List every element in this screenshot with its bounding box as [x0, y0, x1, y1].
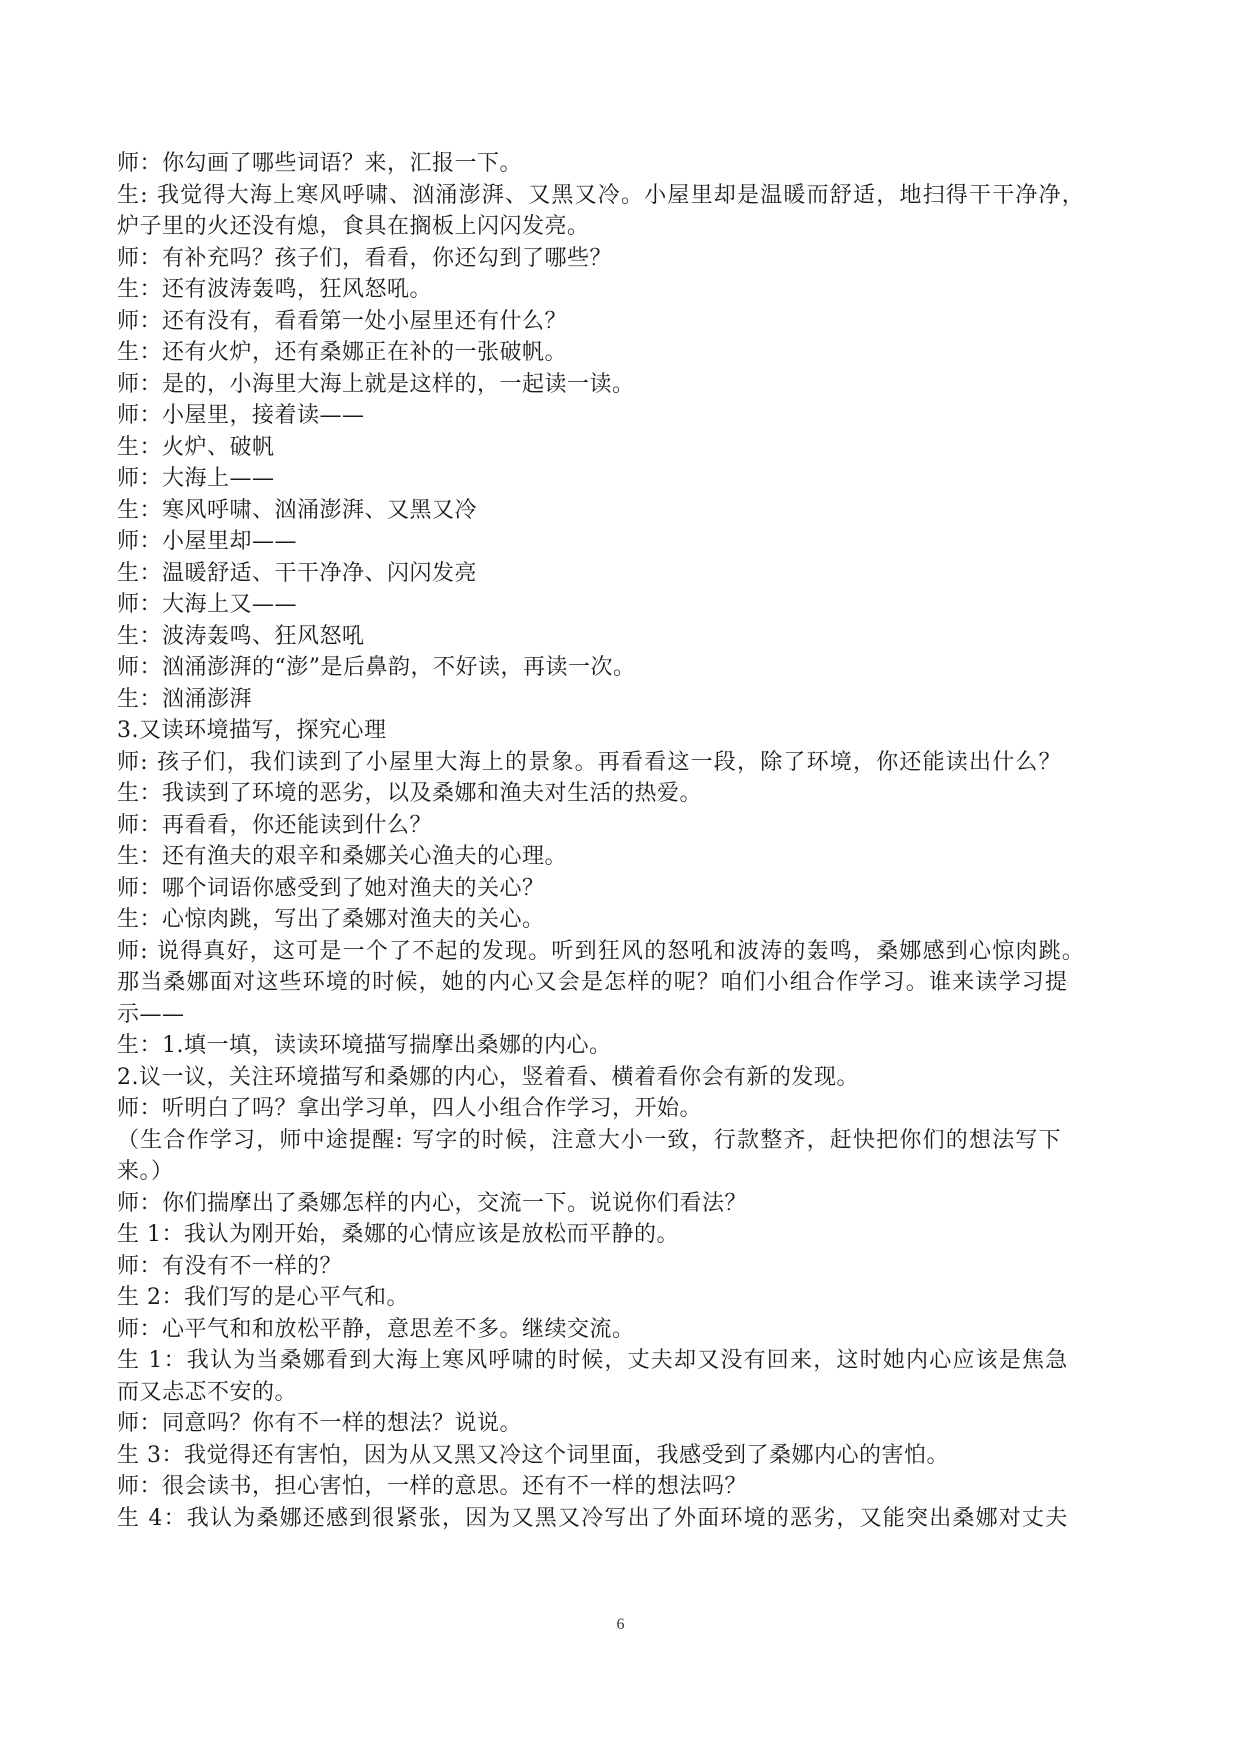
text-line: 师：你们揣摩出了桑娜怎样的内心，交流一下。说说你们看法？	[117, 1190, 748, 1216]
text-line: 生：寒风呼啸、汹涌澎湃、又黑又冷	[117, 497, 478, 523]
text-line: 师：哪个词语你感受到了她对渔夫的关心？	[117, 875, 545, 901]
text-line: 生：还有火炉，还有桑娜正在补的一张破帆。	[117, 340, 568, 365]
text-line: 生：温暖舒适、干干净净、闪闪发亮	[117, 560, 478, 586]
text-line: 2.议一议，关注环境描写和桑娜的内心，竖着看、横着看你会有新的发现。	[117, 1064, 859, 1090]
text-line: 示——	[117, 1001, 185, 1027]
text-line: 师：同意吗？你有不一样的想法？说说。	[117, 1411, 523, 1436]
text-line: 来。）	[117, 1159, 174, 1184]
text-line: 师：有补充吗？孩子们，看看，你还勾到了哪些？	[117, 245, 613, 271]
text-line: 生 4：我认为桑娜还感到很紧张，因为又黑又冷写出了外面环境的恶劣，又能突出桑娜对丈夫	[117, 1505, 1069, 1531]
text-line: 生：汹涌澎湃	[117, 686, 253, 712]
text-line: 而又忐忑不安的。	[117, 1379, 298, 1405]
text-line: 师：小屋里，接着读——	[117, 403, 365, 428]
text-line: 生：我读到了环境的恶劣，以及桑娜和渔夫对生活的热爱。	[117, 781, 703, 806]
text-line: 生: 我觉得大海上寒风呼啸、汹涌澎湃、又黑又冷。小屋里却是温暖而舒适，地扫得干干净净，	[117, 182, 1086, 208]
text-line: 师：你勾画了哪些词语？来，汇报一下。	[117, 151, 523, 176]
text-line: 师：再看看，你还能读到什么？	[117, 812, 433, 838]
text-line: 生：心惊肉跳，写出了桑娜对渔夫的关心。	[117, 907, 545, 932]
text-line: 师：有没有不一样的？	[117, 1253, 343, 1279]
text-line: 生 1：我认为当桑娜看到大海上寒风呼啸的时候，丈夫却又没有回来，这时她内心应该是焦急	[117, 1348, 1069, 1373]
text-line: 师：听明白了吗？拿出学习单，四人小组合作学习，开始。	[117, 1096, 703, 1121]
text-line: 师：大海上——	[117, 466, 275, 491]
page-body	[117, 148, 1127, 1534]
text-line: 师：是的，小海里大海上就是这样的，一起读一读。	[117, 371, 635, 397]
section-heading: 3.又读环境描写，探究心理	[117, 718, 387, 743]
text-line: 生 3：我觉得还有害怕，因为从又黑又冷这个词里面，我感受到了桑娜内心的害怕。	[117, 1442, 949, 1468]
text-line: 师: 说得真好，这可是一个了不起的发现。听到狂风的怒吼和波涛的轰鸣，桑娜感到心惊肉跳。	[117, 938, 1086, 964]
text-line: 师：小屋里却——	[117, 529, 298, 554]
text-line: 师：心平气和和放松平静，意思差不多。继续交流。	[117, 1316, 635, 1342]
text-line: 生 1：我认为刚开始，桑娜的心情应该是放松而平静的。	[117, 1222, 679, 1247]
text-line: 师：还有没有，看看第一处小屋里还有什么？	[117, 308, 568, 334]
text-line: 炉子里的火还没有熄，食具在搁板上闪闪发亮。	[117, 214, 590, 239]
text-line: （生合作学习，师中途提醒: 写字的时候，注意大小一致，行款整齐，赶快把你们的想法写下	[117, 1127, 1062, 1153]
text-line: 生：波涛轰鸣、狂风怒吼	[117, 623, 365, 649]
text-line: 师: 孩子们，我们读到了小屋里大海上的景象。再看看这一段，除了环境，你还能读出什么？	[117, 749, 1062, 775]
text-line: 生：还有渔夫的艰辛和桑娜关心渔夫的心理。	[117, 844, 568, 869]
text-line: 那当桑娜面对这些环境的时候，她的内心又会是怎样的呢？咱们小组合作学习。谁来读学习提	[117, 970, 1069, 995]
text-line: 生：火炉、破帆	[117, 434, 275, 460]
text-line: 生 2：我们写的是心平气和。	[117, 1285, 409, 1310]
text-line: 师：很会读书，担心害怕，一样的意思。还有不一样的想法吗？	[117, 1474, 748, 1499]
text-line: 生：还有波涛轰鸣，狂风怒吼。	[117, 277, 433, 302]
text-line: 师：汹涌澎湃的“澎”是后鼻韵，不好读，再读一次。	[117, 655, 636, 680]
text-line: 生：1.填一填，读读环境描写揣摩出桑娜的内心。	[117, 1033, 612, 1058]
page-number: 6	[616, 1616, 625, 1633]
text-line: 师：大海上又——	[117, 592, 298, 617]
